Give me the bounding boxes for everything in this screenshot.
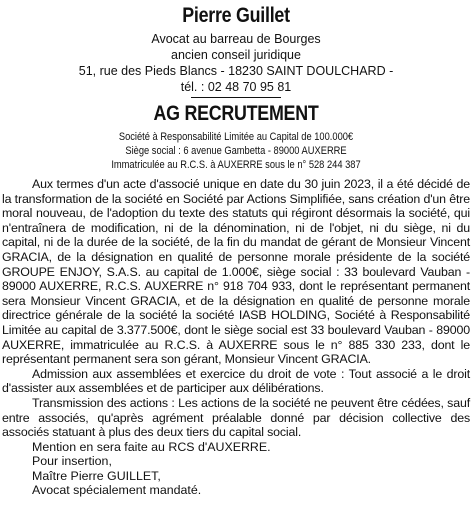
lawyer-address: 51, rue des Pieds Blancs - 18230 SAINT DOULCHARD - [78, 64, 394, 78]
notice-signatory: Maître Pierre GUILLET, [32, 468, 161, 483]
notice-paragraph-transformation: Aux termes d'un acte d'associé unique en date du 30 juin 2023, il a été décidé de la transformation de la société en Société par Actions Simplifiée, sans création d'un être moral nouveau, de l'adoption du texte des statuts qui régiront désormais la société, qui n'entraînera de modification, ni de la dénomination, ni de l'objet, ni du siège, ni du capital, ni de la durée de la société, de la fin du mandat de gérant de Monsieur Vincent GRACIA, de la désignation en qualité de personne morale présidente de la société GROUPE ENJOY, S.A.S. au capital de 1.000€, siège social : 33 boulevard Vauban - 89000 AUXERRE, R.C.S. AUXERRE n° 918 704 933, dont le représentant permanent sera Monsieur Vincent GRACIA, et de la désignation en qualité de personne morale directrice générale de la société la société IASB HOLDING, Société à Responsabilité Limitée au capital de 3.377.500€, dont le siège social est 33 boulevard Vauban - 89000 AUXERRE, immatriculée au R.C.S. à AUXERRE sous le n° 885 330 233, dont le représentant permanent sera son gérant, Monsieur Vincent GRACIA. [2, 177, 470, 367]
notice-body [2, 177, 470, 498]
notice-signatory-role: Avocat spécialement mandaté. [32, 483, 202, 498]
lawyer-phone: tél. : 02 48 70 95 81 [180, 80, 292, 94]
lawyer-title: Avocat au barreau de Bourges [151, 32, 321, 46]
lawyer-subtitle: ancien conseil juridique [171, 48, 301, 62]
notice-mention: Mention en sera faite au RCS d'AUXERRE. [32, 439, 271, 454]
company-registration: Immatriculée au R.C.S. à AUXERRE sous le n° 528 244 387 [111, 159, 361, 171]
company-registered-office: Siège social : 6 avenue Gambetta - 89000 AUXERRE [125, 145, 347, 157]
company-header [2, 102, 470, 172]
header-divider [191, 97, 281, 98]
lawyer-header [2, 4, 470, 98]
legal-notice-page [0, 4, 473, 519]
lawyer-name: Pierre Guillet [182, 4, 290, 27]
notice-paragraph-voting: Admission aux assemblées et exercice du droit de vote : Tout associé a le droit d'assister aux assemblées et de participer aux délibérations. [2, 366, 470, 396]
company-name: AG RECRUTEMENT [153, 102, 319, 125]
notice-paragraph-transfer: Transmission des actions : Les actions de la société ne peuvent être cédées, sauf entre associés, qu'après agrément préalable donné par décision collective des associés statuant à plus des deux tiers du capital social. [2, 395, 470, 440]
notice-closing: Pour insertion, [32, 454, 112, 469]
company-legal-form: Société à Responsabilité Limitée au Capital de 100.000€ [118, 131, 354, 143]
